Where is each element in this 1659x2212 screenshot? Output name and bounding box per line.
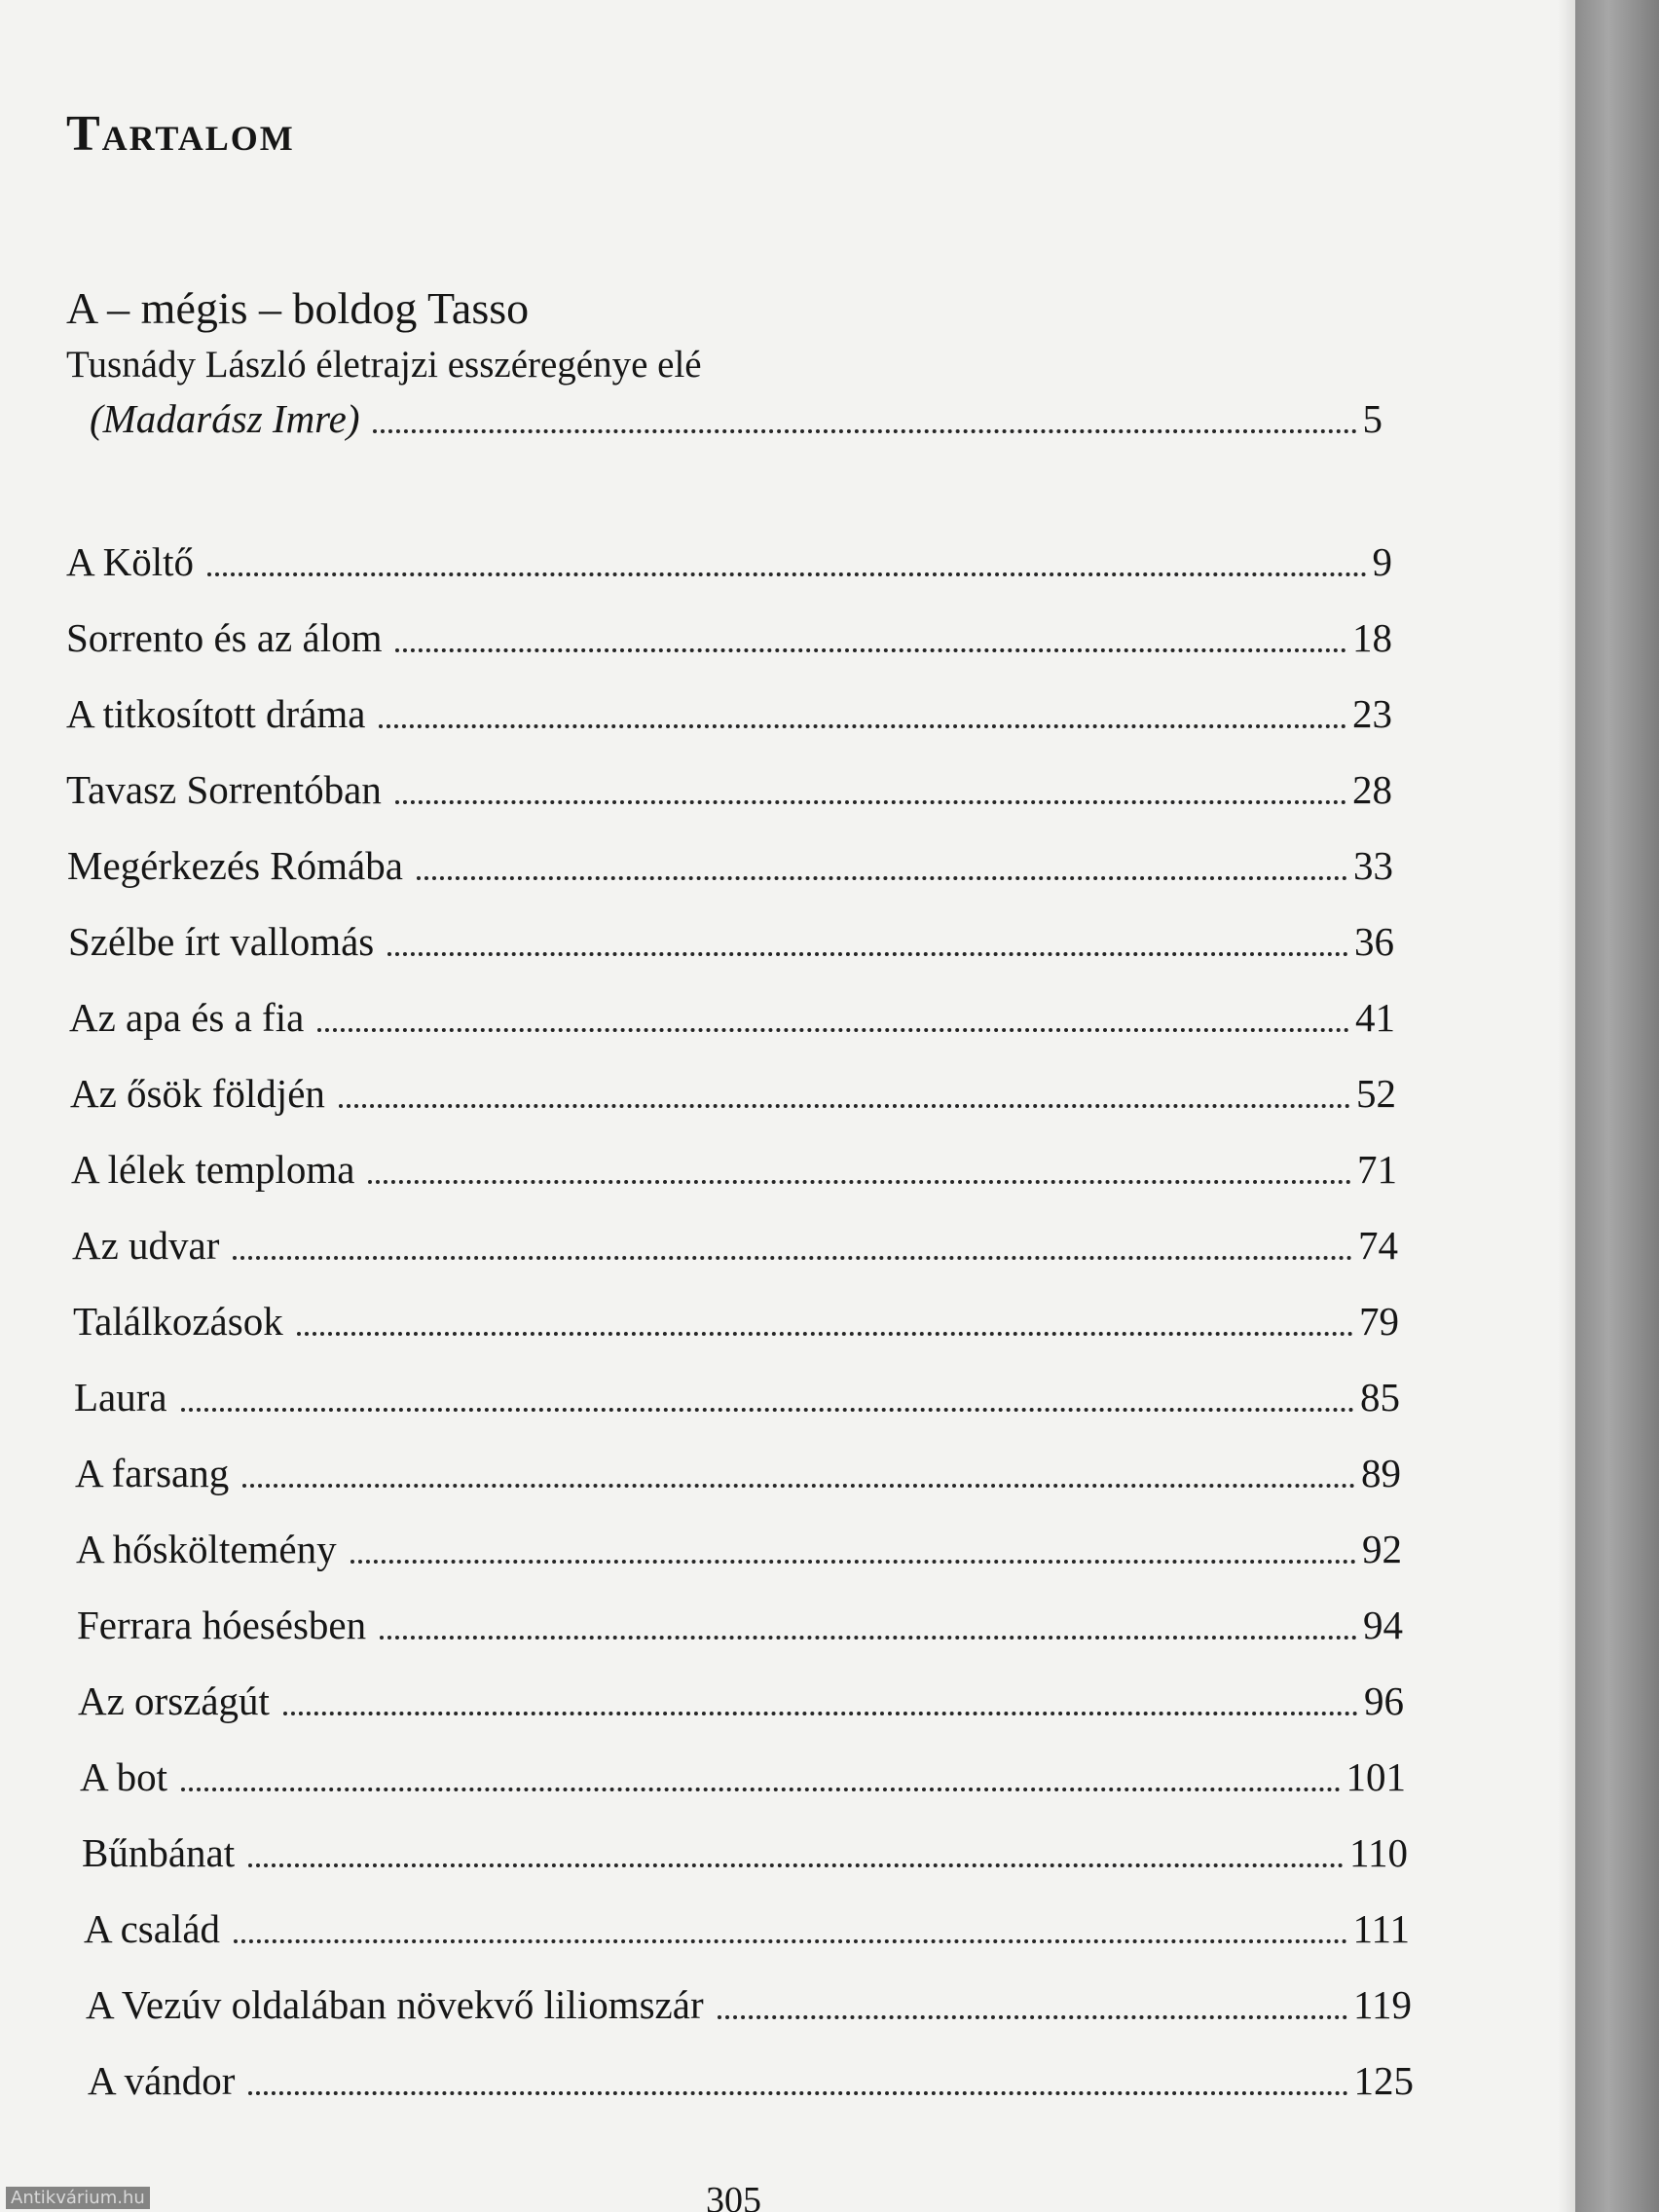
toc-entry [84, 1904, 1410, 1953]
toc-entry-title: A Vezúv oldalában növekvő liliomszár [86, 1982, 704, 2027]
toc-entry-page: 101 [1346, 1754, 1406, 1799]
toc-entry-page: 41 [1355, 995, 1395, 1040]
toc-entry-page: 79 [1359, 1299, 1399, 1344]
toc-entry-page: 85 [1360, 1375, 1400, 1419]
intro-author: (Madarász Imre) [90, 396, 360, 441]
toc-entry [82, 1828, 1408, 1877]
toc-entry-page: 71 [1357, 1147, 1397, 1192]
dot-leader [373, 429, 1356, 433]
toc-entry [71, 1145, 1397, 1194]
toc-entry-title: Az országút [78, 1678, 270, 1723]
toc-entry-page: 96 [1364, 1678, 1404, 1723]
dot-leader [233, 1256, 1352, 1260]
dot-leader [368, 1180, 1351, 1184]
dot-leader [181, 1788, 1341, 1791]
toc-entry [66, 689, 1392, 738]
dot-leader [339, 1104, 1350, 1108]
toc-entry-title: Bűnbánat [82, 1830, 236, 1875]
toc-entry-page: 28 [1352, 767, 1392, 812]
toc-entry-title: A Költő [66, 539, 194, 584]
dot-leader [317, 1028, 1349, 1032]
book-binding-gutter [1575, 0, 1659, 2212]
watermark-logo: Antikvárium.hu [6, 2187, 150, 2209]
toc-entry [86, 1980, 1412, 2029]
toc-entry-page: 119 [1353, 1982, 1412, 2027]
dot-leader [380, 1636, 1357, 1640]
dot-leader [234, 1939, 1346, 1943]
toc-entry-title: Sorrento és az álom [66, 615, 383, 660]
intro-title: A – mégis – boldog Tasso [66, 283, 530, 333]
toc-entry-page: 110 [1349, 1830, 1408, 1875]
toc-entry-title: A bot [80, 1754, 167, 1799]
toc-entry-title: A vándor [88, 2058, 236, 2103]
toc-entry-page: 18 [1352, 615, 1392, 660]
dot-leader [207, 572, 1367, 576]
toc-entry-title: Ferrara hóesésben [77, 1603, 367, 1647]
dot-leader [387, 952, 1348, 956]
dot-leader [297, 1332, 1353, 1336]
toc-entry-title: Az apa és a fia [69, 995, 305, 1040]
dot-leader [395, 800, 1346, 804]
dot-leader [395, 648, 1346, 652]
toc-entry [68, 917, 1394, 966]
dot-leader [718, 2015, 1347, 2019]
toc-entry-page: 111 [1352, 1906, 1410, 1951]
toc-entry-title: Az ősök földjén [70, 1071, 325, 1116]
toc-entry-page: 36 [1354, 919, 1394, 964]
toc-heading: Tartalom [66, 106, 295, 162]
toc-entry [69, 993, 1395, 1042]
toc-entry-page: 94 [1363, 1603, 1403, 1647]
toc-entry [66, 765, 1392, 814]
toc-entry [80, 1752, 1406, 1801]
toc-entry-title: A lélek temploma [71, 1147, 355, 1192]
toc-entry-page: 74 [1358, 1223, 1398, 1268]
toc-entry-title: A titkosított dráma [66, 691, 366, 736]
toc-entry-title: A farsang [75, 1451, 230, 1495]
intro-page-number: 5 [1362, 396, 1382, 441]
toc-entry-page: 9 [1372, 539, 1392, 584]
dot-leader [242, 1484, 1355, 1488]
toc-entry [70, 1069, 1396, 1118]
toc-entry-page: 89 [1361, 1451, 1401, 1495]
toc-entry-title: Szélbe írt vallomás [68, 919, 375, 964]
dot-leader [283, 1712, 1358, 1715]
dot-leader [248, 1863, 1344, 1867]
footer-page-number: 305 [706, 2180, 761, 2212]
dot-leader [379, 724, 1346, 728]
toc-entry [67, 841, 1393, 890]
toc-entry [76, 1525, 1402, 1573]
dot-leader [350, 1560, 1356, 1564]
dot-leader [417, 876, 1347, 880]
toc-entry-page: 125 [1353, 2058, 1414, 2103]
toc-entry [88, 2056, 1414, 2105]
toc-entry [66, 613, 1392, 662]
toc-entry-title: Az udvar [72, 1223, 220, 1268]
toc-entry [66, 537, 1392, 586]
toc-entry-page: 23 [1352, 691, 1392, 736]
toc-entry [73, 1297, 1399, 1346]
toc-entry-page: 33 [1353, 843, 1393, 888]
toc-entry [72, 1221, 1398, 1270]
toc-entry-title: A család [84, 1906, 221, 1951]
toc-entry [74, 1373, 1400, 1421]
toc-entry-page: 92 [1362, 1527, 1402, 1571]
toc-entry-title: Tavasz Sorrentóban [66, 767, 382, 812]
dot-leader [181, 1408, 1354, 1412]
toc-entry-title: A hősköltemény [76, 1527, 337, 1571]
toc-entry [75, 1449, 1401, 1497]
toc-entry [78, 1677, 1404, 1725]
toc-entry-title: Megérkezés Rómába [67, 843, 403, 888]
dot-leader [248, 2091, 1347, 2095]
toc-entry-page: 52 [1356, 1071, 1396, 1116]
toc-entry [77, 1601, 1403, 1649]
intro-subtitle: Tusnády László életrajzi esszéregénye elé [66, 344, 702, 386]
page-edge-shadow [1558, 0, 1575, 2212]
toc-entry-title: Laura [74, 1375, 167, 1419]
toc-entry-title: Találkozások [73, 1299, 283, 1344]
intro-author-row [66, 394, 1382, 443]
